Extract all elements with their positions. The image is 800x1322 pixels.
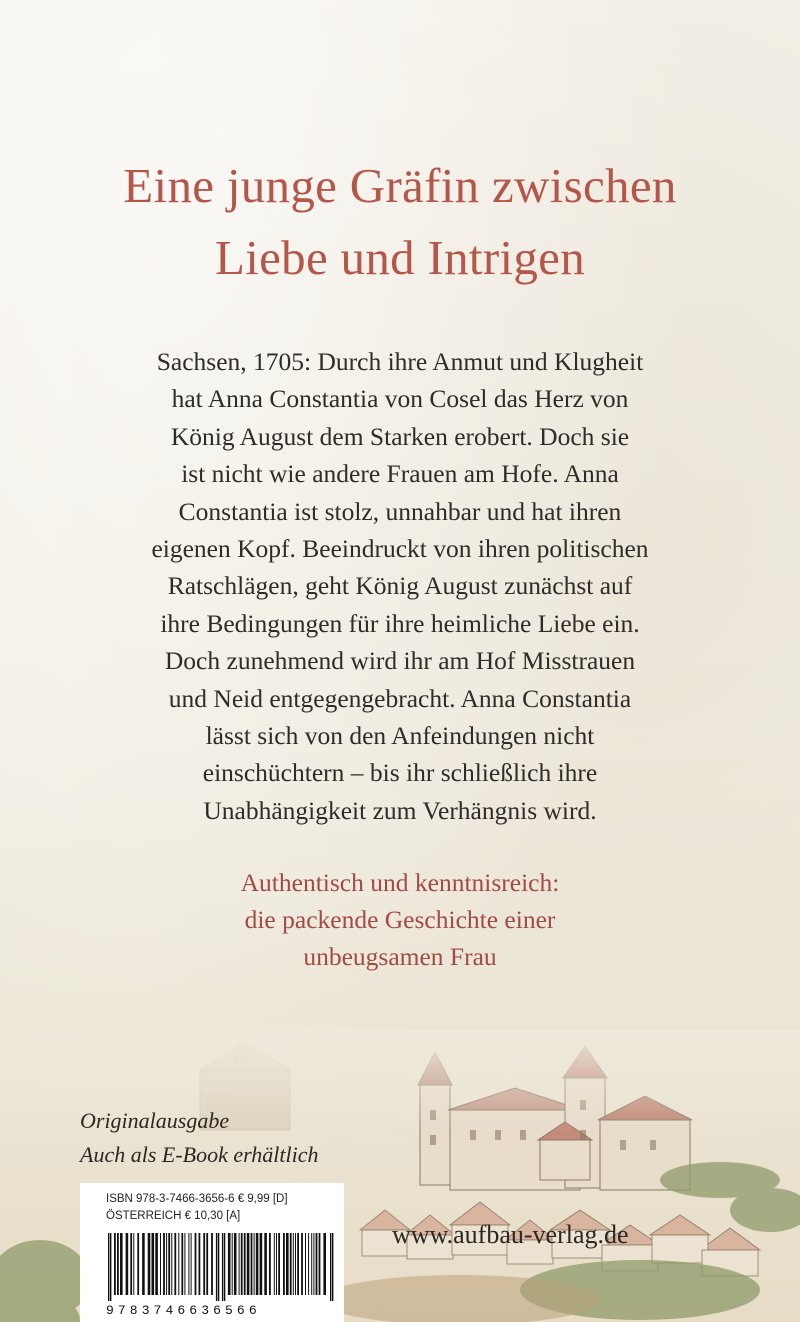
barcode-bar bbox=[256, 1233, 259, 1295]
barcode-sticker bbox=[80, 1183, 344, 1322]
blurb-line: Ratschlägen, geht König August zunächst auf bbox=[167, 571, 633, 601]
barcode-bar bbox=[254, 1233, 255, 1295]
barcode-bar bbox=[251, 1233, 253, 1295]
barcode-bar bbox=[117, 1233, 119, 1295]
barcode-bar bbox=[171, 1233, 172, 1295]
barcode-bar bbox=[126, 1233, 129, 1295]
barcode-bar bbox=[184, 1233, 185, 1295]
blurb-line: König August dem Starken erobert. Doch sie bbox=[170, 421, 630, 451]
barcode-bar bbox=[108, 1233, 109, 1301]
blurb-line: Constantia ist stolz, unnahbar und hat ihren bbox=[178, 496, 622, 526]
headline-line-1: Eine junge Gräfin zwischen bbox=[123, 158, 677, 213]
barcode-bar bbox=[199, 1233, 201, 1295]
barcode-bar bbox=[295, 1233, 296, 1295]
tagline bbox=[0, 864, 800, 975]
barcode-bar bbox=[191, 1233, 192, 1295]
blurb-line: Doch zunehmend wird ihr am Hof Misstrauen bbox=[164, 646, 636, 676]
tagline-line: die packende Geschichte einer bbox=[244, 905, 556, 934]
barcode-bar bbox=[160, 1233, 161, 1295]
blurb-line: einschüchtern – bis ihr schließlich ihre bbox=[202, 758, 598, 788]
ebook-availability-label: Auch als E-Book erhältlich bbox=[80, 1142, 319, 1167]
barcode-bars bbox=[106, 1233, 336, 1301]
barcode-bar bbox=[244, 1233, 246, 1295]
barcode-bar bbox=[234, 1233, 237, 1295]
barcode-bar bbox=[241, 1233, 243, 1295]
original-edition-label: Originalausgabe bbox=[80, 1108, 230, 1133]
barcode-bar bbox=[323, 1233, 326, 1295]
barcode-bar bbox=[308, 1233, 309, 1295]
barcode-bar bbox=[278, 1233, 280, 1295]
barcode-bar bbox=[188, 1233, 189, 1295]
blurb-text bbox=[80, 343, 720, 829]
barcode-bar bbox=[332, 1233, 333, 1301]
barcode-bar bbox=[224, 1233, 225, 1301]
barcode-bar bbox=[181, 1233, 183, 1295]
barcode-bar bbox=[311, 1233, 312, 1295]
blurb-line: ihre Bedingungen für ihre heimliche Liebe ein. bbox=[160, 608, 640, 638]
barcode-bar bbox=[218, 1233, 219, 1301]
barcode-bar bbox=[133, 1233, 134, 1295]
barcode-bar bbox=[152, 1233, 155, 1295]
barcode-bar bbox=[305, 1233, 306, 1295]
barcode-bar bbox=[260, 1233, 263, 1295]
tagline-line: unbeugsamen Frau bbox=[303, 942, 497, 971]
barcode-bar bbox=[222, 1233, 223, 1301]
blurb-line: und Neid entgegengebracht. Anna Constantia bbox=[168, 683, 632, 713]
barcode-bar bbox=[313, 1233, 314, 1295]
barcode-bar bbox=[274, 1233, 275, 1295]
blurb-line: Unabhängigkeit zum Verhängnis wird. bbox=[203, 795, 597, 825]
barcode-bar bbox=[206, 1233, 208, 1295]
blurb-line: Sachsen, 1705: Durch ihre Anmut und Klugheit bbox=[156, 347, 644, 376]
barcode-bar bbox=[137, 1233, 139, 1295]
barcode-bar bbox=[166, 1233, 167, 1295]
barcode-bar bbox=[269, 1233, 271, 1295]
barcode-digits: 9783746636566 bbox=[106, 1303, 261, 1318]
barcode-bar bbox=[130, 1233, 132, 1295]
barcode-bar bbox=[297, 1233, 299, 1295]
barcode-bar bbox=[283, 1233, 285, 1295]
barcode-bar bbox=[203, 1233, 205, 1295]
barcode-bar bbox=[120, 1233, 123, 1295]
edition-notes bbox=[80, 1104, 319, 1172]
barcode-bar bbox=[110, 1233, 111, 1301]
isbn-price-label: ISBN 978-3-7466-3656-6 € 9,99 [D] bbox=[106, 1193, 288, 1205]
blurb-line: lässt sich von den Anfeindungen nicht bbox=[205, 721, 595, 751]
austria-price-label: ÖSTERREICH € 10,30 [A] bbox=[106, 1210, 241, 1222]
barcode-bar bbox=[114, 1233, 116, 1295]
barcode-bar bbox=[330, 1233, 331, 1301]
barcode-bar bbox=[142, 1233, 145, 1295]
barcode-bar bbox=[301, 1233, 303, 1295]
blurb-line: eigenen Kopf. Beeindruckt von ihren politischen bbox=[151, 534, 649, 564]
barcode-bar bbox=[264, 1233, 267, 1295]
barcode-bar bbox=[148, 1233, 151, 1295]
barcode-bar bbox=[239, 1233, 240, 1295]
barcode-bar bbox=[211, 1233, 213, 1295]
blurb-line: hat Anna Constantia von Cosel das Herz von bbox=[171, 384, 629, 414]
barcode-bar bbox=[286, 1233, 289, 1295]
tagline-line: Authentisch und kenntnisreich: bbox=[240, 868, 560, 897]
barcode-bar bbox=[174, 1233, 176, 1295]
barcode-bar bbox=[290, 1233, 292, 1295]
barcode-bar bbox=[293, 1233, 294, 1295]
barcode-bar bbox=[155, 1233, 158, 1295]
barcode-bar bbox=[232, 1233, 233, 1295]
barcode-bar bbox=[319, 1233, 321, 1295]
barcode-bar bbox=[216, 1233, 217, 1301]
publisher-url: www.aufbau-verlag.de bbox=[392, 1220, 629, 1249]
barcode-bar bbox=[228, 1233, 231, 1295]
barcode-bar bbox=[178, 1233, 179, 1295]
barcode-bar bbox=[247, 1233, 250, 1295]
blurb-line: ist nicht wie andere Frauen am Hofe. Anna bbox=[181, 459, 619, 489]
barcode-bar bbox=[316, 1233, 318, 1295]
barcode-bar bbox=[168, 1233, 170, 1295]
barcode-bar bbox=[163, 1233, 165, 1295]
barcode-bar bbox=[195, 1233, 197, 1295]
barcode-bar bbox=[276, 1233, 277, 1295]
headline-line-2: Liebe und Intrigen bbox=[214, 230, 586, 285]
